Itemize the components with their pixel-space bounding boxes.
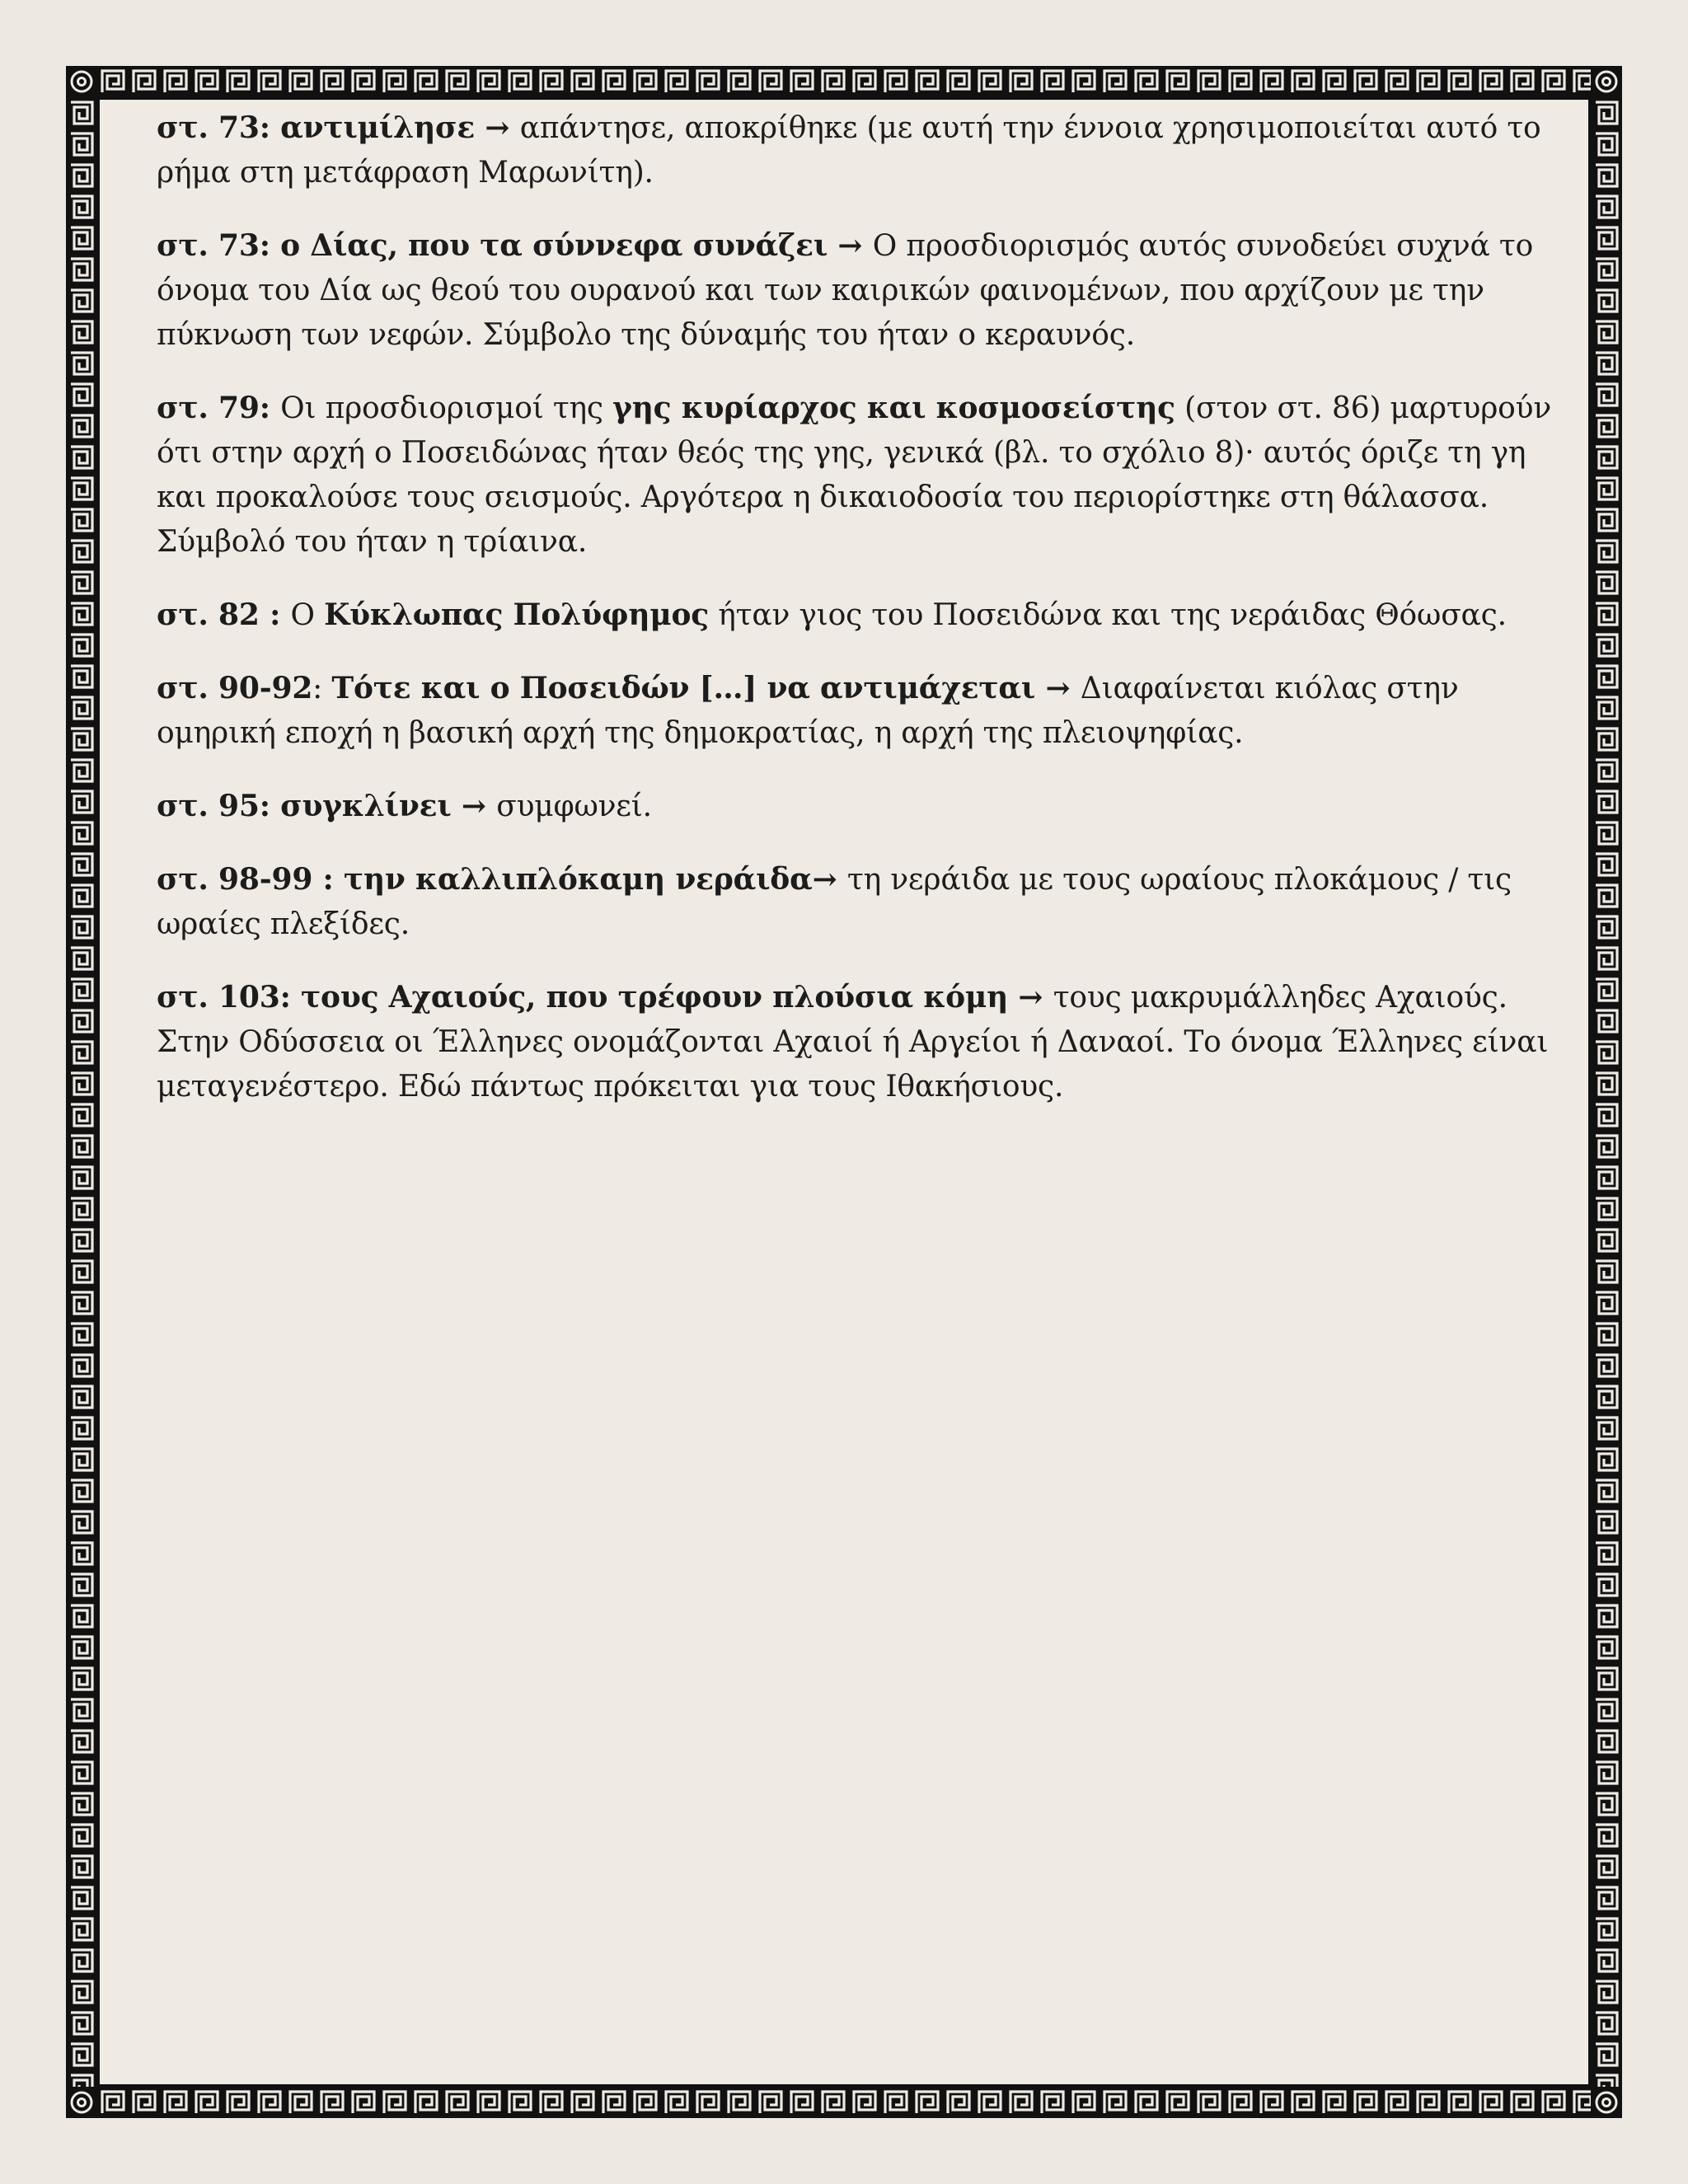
note-text: Οι προσδιορισμοί της: [280, 391, 613, 425]
note-term: στ. 82 :: [157, 598, 291, 632]
note-st-82: [157, 593, 1568, 638]
note-st-90-92: [157, 666, 1568, 756]
note-text: τη νεράιδα με τους ωραίους πλοκάμους / τις ωραίες πλεξίδες.: [157, 863, 1512, 941]
spiral-corner-icon: [66, 2087, 97, 2118]
greek-key-meander-icon: [66, 97, 97, 2087]
greek-key-meander-icon: [97, 66, 1591, 97]
notes-content: [157, 105, 1568, 1137]
note-st-98-99: [157, 857, 1568, 947]
note-text: Διαφαίνεται κιόλας στην ομηρική εποχή η βασική αρχή της δημοκρατίας, η αρχή της πλειοψηφίας.: [157, 672, 1459, 750]
spiral-corner-icon: [1591, 2087, 1622, 2118]
note-text: τους μακρυμάλληδες Αχαιούς. Στην Οδύσσεια οι Έλληνες ονομάζονται Αχαιοί ή Αργείοι ή Δαναοί. Το όνομα Έλληνες είναι μεταγενέστερο. Εδώ πάντως πρόκειται για τους Ιθακήσιους.: [157, 981, 1549, 1104]
note-st-103: [157, 975, 1568, 1109]
greek-key-meander-icon: [1591, 97, 1622, 2087]
note-text: απάντησε, αποκρίθηκε (με αυτή την έννοια χρησιμοποιείται αυτό το ρήμα στη μετάφραση Μαρωνίτη).: [157, 111, 1541, 190]
note-st-73-b: [157, 223, 1568, 358]
note-term: Τότε και ο Ποσειδών […] να αντιμάχεται →: [331, 671, 1081, 705]
spiral-corner-icon: [66, 66, 97, 97]
note-term: στ. 73: αντιμίλησε →: [157, 110, 520, 145]
note-term: στ. 98-99 : την καλλιπλόκαμη νεράιδα→: [157, 862, 847, 897]
note-term: γης κυρίαρχος και κοσμοσείστης: [612, 391, 1175, 425]
note-term: στ. 73: ο Δίας, που τα σύννεφα συνάζει →: [157, 228, 873, 263]
note-text: Ο προσδιορισμός αυτός συνοδεύει συχνά το όνομα του Δία ως θεού του ουρανού και των καιρικών φαινομένων, που αρχίζουν με την πύκνωση των νεφών. Σύμβολο της δύναμής του ήταν ο κεραυνός.: [157, 229, 1534, 352]
note-term: Κύκλωπας Πολύφημος: [324, 598, 709, 632]
note-st-79: [157, 386, 1568, 565]
note-st-73-a: [157, 105, 1568, 195]
greek-key-meander-icon: [97, 2087, 1591, 2118]
note-term: στ. 90-92: [157, 671, 313, 705]
note-term: στ. 95: συγκλίνει →: [157, 789, 497, 823]
note-st-95: [157, 784, 1568, 829]
note-text: (στον στ. 86) μαρτυρούν ότι στην αρχή ο Ποσειδώνας ήταν θεός της γης, γενικά (βλ. το σχόλιο 8)· αυτός όριζε τη γη και προκαλούσε τους σεισμούς. Αργότερα η δικαιοδοσία του περιορίστηκε στη θάλασσα. Σύμβολό του ήταν η τρίαινα.: [157, 391, 1552, 559]
spiral-corner-icon: [1591, 66, 1622, 97]
note-term: στ. 79:: [157, 391, 281, 425]
note-text: ήταν γιος του Ποσειδώνα και της νεράιδας Θόωσας.: [709, 598, 1507, 632]
note-term: στ. 103: τους Αχαιούς, που τρέφουν πλούσια κόμη →: [157, 980, 1053, 1015]
note-text: συμφωνεί.: [496, 790, 652, 823]
note-text: Ο: [290, 598, 325, 632]
note-text: :: [312, 672, 332, 705]
